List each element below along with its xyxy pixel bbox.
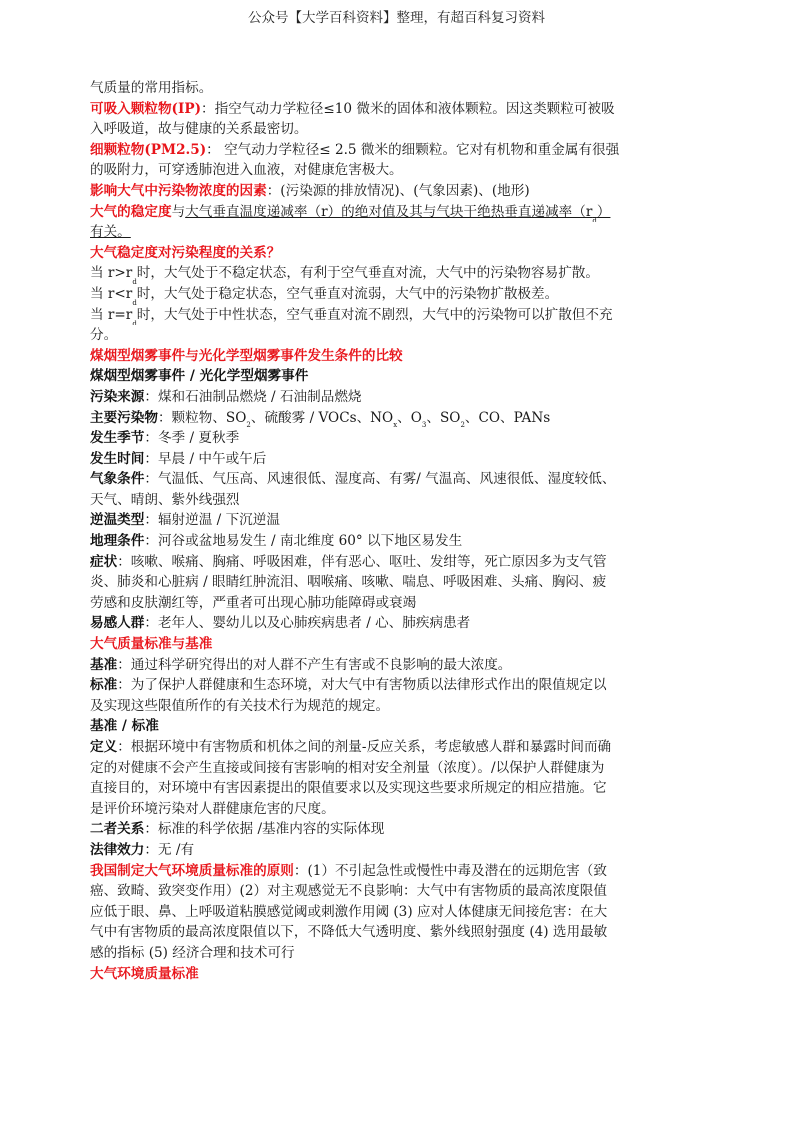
factors-text: ：(污染源的排放情况)、(气象因素)、(地形) (266, 182, 530, 199)
stability-underlined: 大气垂直温度递减率（r）的绝对值及其与气块干绝热垂直递减率$(r_d)$ (185, 203, 611, 223)
smog-subheading: 煤烟型烟雾事件 / 光化学型烟雾事件 (90, 368, 309, 385)
smog-terrain: 地理条件：河谷或盆地易发生 / 南北维度 60° 以下地区易发生 (90, 533, 463, 550)
paragraph-line: 气中有害物质的最高浓度限值以下，不降低大气透明度、紫外线照射强度 (4) 选用最敏 (90, 924, 608, 941)
paragraph-line: 及实现这些限值所作的有关技术行为规范的规定。 (90, 697, 390, 714)
stability-definition (90, 202, 706, 223)
page-header: 公众号【大学百科资料】整理，有超百科复习资料 (248, 10, 545, 26)
standard-heading: 大气质量标准与基准 (90, 636, 213, 653)
smog-susceptible: 易感人群：老年人、婴幼儿以及心肺疾病患者 / 心、肺疾病患者 (90, 615, 471, 632)
smog-symptoms: 症状：咳嗽、喉痛、胸痛、呼吸困难，伴有恶心、呕吐、发绀等，死亡原因多为支气管 (90, 553, 607, 570)
term-ip: 可吸入颗粒物(IP) (90, 100, 202, 117)
paragraph-line: 劳感和皮肤潮红等，严重者可出现心肺功能障碍或衰竭 (90, 594, 417, 611)
standard-law: 法律效力：无 /有 (90, 841, 195, 858)
last-heading: 大气环境质量标准 (90, 965, 199, 982)
smog-pollutants: 主要污染物：颗粒物、$SO_2$、硫酸雾 / VOCs、$NO_x$、$O_3$、$SO_2$、CO、PANs (90, 409, 551, 429)
stability-text: 与 (171, 203, 186, 220)
term-stability: 大气的稳定度 (90, 203, 172, 220)
factors-definition (90, 181, 706, 202)
relation-heading: 大气稳定度对污染程度的关系？ (90, 244, 281, 261)
relation-neutral: 当 $r=r_d$时，大气处于中性状态，空气垂直对流不剧烈，大气中的污染物可以扩散但不充 (90, 306, 613, 326)
standard-definition: 定义：根据环境中有害物质和机体之间的剂量-反应关系，考虑敏感人群和暴露时间而确 (90, 739, 612, 755)
term-factors: 影响大气中污染物浓度的因素 (90, 182, 267, 199)
paragraph-line: 是评价环境污染对人群健康危害的尺度。 (90, 800, 335, 817)
pm-text: ： 空气动力学粒径≤ 2.5 微米的细颗粒。它对有机物和重金属有很强 (206, 141, 620, 158)
term-pm25: 细颗粒物(PM2.5) (90, 141, 207, 158)
smog-source: 污染来源：煤和石油制品燃烧 / 石油制品燃烧 (90, 388, 362, 405)
paragraph-line: 直接目的，对环境中有害因素提出的限值要求以及实现这些要求所规定的相应措施。它 (90, 780, 607, 797)
paragraph-line: 的吸附力，可穿透肺泡进入血液，对健康危害极大。 (90, 162, 403, 179)
paragraph-line: 分。 (90, 327, 118, 344)
paragraph-line: 应低于眼、鼻、上呼吸道粘膜感觉阈或刺激作用阈 (3) 应对人体健康无间接危害：在大 (90, 903, 608, 920)
smog-heading: 煤烟型烟雾事件与光化学型烟雾事件发生条件的比较 (90, 347, 403, 364)
paragraph-line: 癌、致畸、致突变作用）(2）对主观感觉无不良影响：大气中有害物质的最高浓度限值 (90, 883, 607, 900)
smog-season: 发生季节：冬季 / 夏秋季 (90, 430, 240, 447)
smog-time: 发生时间：早晨 / 中午或午后 (90, 450, 267, 467)
standard-relation: 二者关系：标准的科学依据 /基准内容的实际体现 (90, 821, 385, 838)
pm-definition (90, 140, 706, 161)
paragraph-line: 有关。 (90, 224, 131, 241)
relation-stable: 当 $r<r_d$时，大气处于稳定状态，空气垂直对流弱，大气中的污染物扩散极差。 (90, 285, 559, 305)
paragraph-line: 炎、肺炎和心脏病 / 眼睛红肿流泪、咽喉痛、咳嗽、喘息、呼吸困难、头痛、胸闷、疲 (90, 574, 607, 591)
standard-subheading: 基准 / 标准 (90, 718, 159, 735)
paragraph-line: 定的对健康不会产生直接或间接有害影响的相对安全剂量（浓度）。/以保护人群健康为 (90, 759, 605, 776)
smog-inversion: 逆温类型：辐射逆温 / 下沉逆温 (90, 512, 280, 529)
document-body (90, 78, 706, 984)
paragraph-line: 天气、晴朗、紫外线强烈 (90, 491, 240, 508)
relation-unstable: 当 $r>r_d$时，大气处于不稳定状态，有利于空气垂直对流，大气中的污染物容易扩散。 (90, 265, 599, 284)
paragraph-line: 气质量的常用指标。 (90, 80, 213, 96)
principle-definition: 我国制定大气环境质量标准的原则：(1）不引起急性或慢性中毒及潜在的远期危害（致 (90, 862, 607, 879)
standard-criteria: 基准：通过科学研究得出的对人群不产生有害或不良影响的最大浓度。 (90, 656, 512, 673)
ip-text: ：指空气动力学粒径≤10 微米的固体和液体颗粒。因这类颗粒可被吸 (201, 100, 615, 117)
standard-standard: 标准：为了保护人群健康和生态环境，对大气中有害物质以法律形式作出的限值规定以 (90, 677, 607, 694)
paragraph-line: 感的指标 (5) 经济合理和技术可行 (90, 944, 295, 961)
paragraph-line: 入呼吸道，故与健康的关系最密切。 (90, 121, 308, 138)
ip-definition (90, 99, 706, 120)
smog-weather: 气象条件：气温低、气压高、风速很低、湿度高、有雾/ 气温高、风速很低、湿度较低、 (90, 471, 616, 488)
